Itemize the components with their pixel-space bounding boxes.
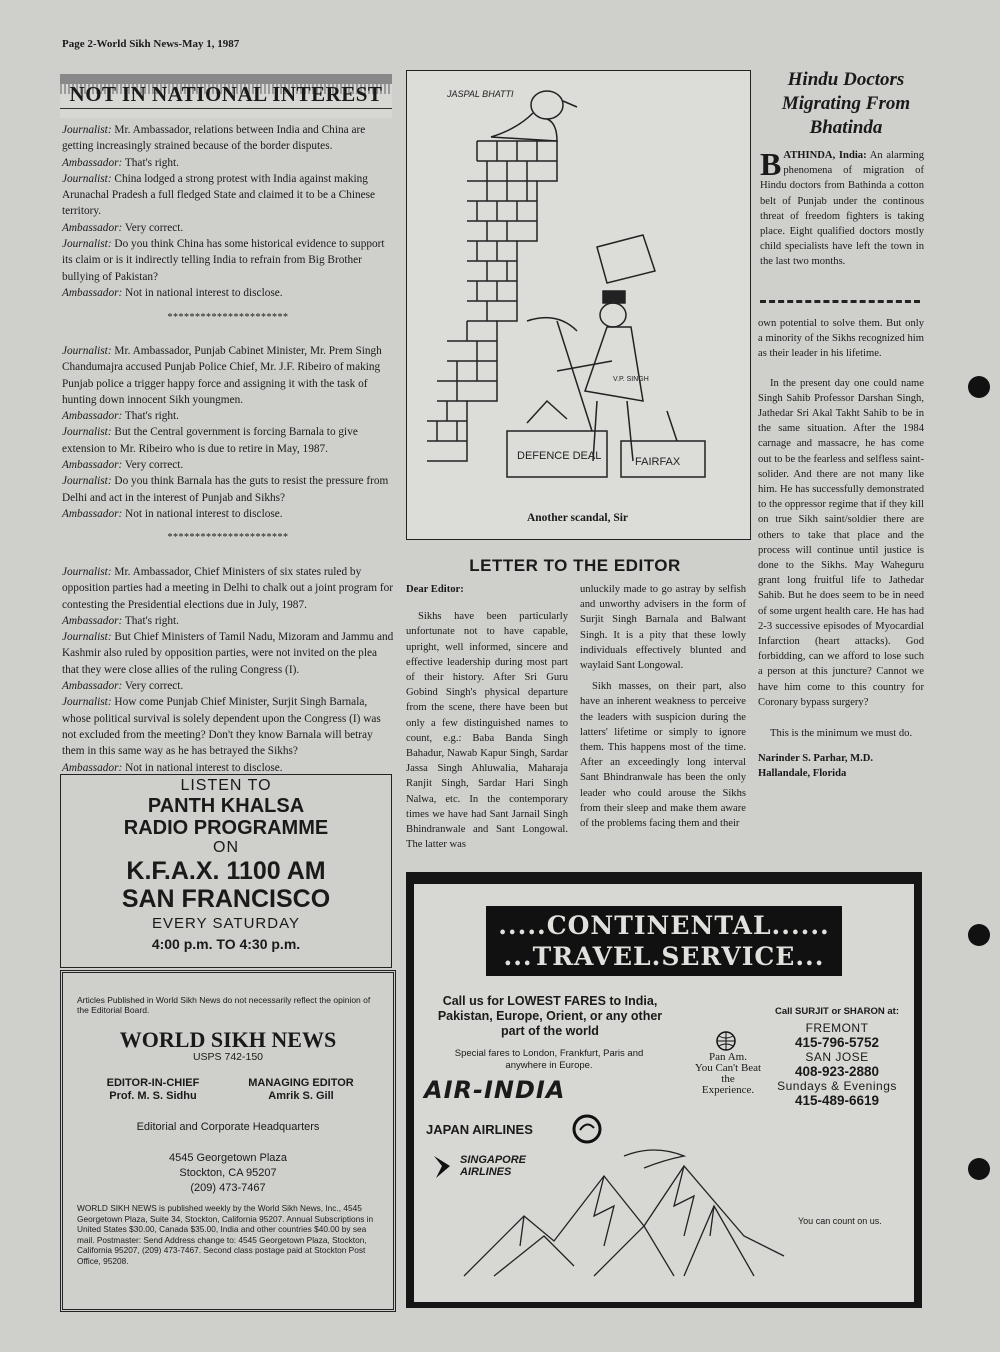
contact-city: Sundays & Evenings xyxy=(777,1079,897,1093)
cartoon-drawing xyxy=(407,71,750,511)
title-rule xyxy=(60,108,392,109)
speaker-label: Journalist: xyxy=(62,238,112,251)
interview-line xyxy=(62,220,394,236)
speaker-text: But Chief Ministers of Tamil Nadu, Mizoram and Jammu and Kashmir also ruled by opposition parties, were not invited on the plea that they were close allies of the ruling Congress (I). xyxy=(62,631,394,676)
radio-line: RADIO PROGRAMME xyxy=(123,817,329,839)
doctors-headline: Hindu Doctors Migrating From Bhatinda xyxy=(781,69,911,138)
speaker-text: Do you think China has some historical evidence to support its claim or is it indirectly telling India to refrain from Big Brother bullying of Pakistan? xyxy=(62,238,385,283)
speaker-text: That's right. xyxy=(122,614,180,627)
interview-line xyxy=(62,408,394,424)
letter-column-3 xyxy=(758,316,924,781)
letter-paragraph: This is the minimum we must do. xyxy=(770,728,913,740)
binder-hole xyxy=(968,924,990,946)
doctors-article xyxy=(760,148,924,270)
interview-line xyxy=(62,457,394,473)
headquarters-label: Editorial and Corporate Headquarters xyxy=(136,1121,320,1133)
contact-block xyxy=(766,1006,908,1108)
salutation: Dear Editor: xyxy=(406,584,464,595)
special-fares-text: Special fares to London, Frankfurt, Paris and anywhere in Europe. xyxy=(454,1048,644,1071)
address-line: Stockton, CA 95207 xyxy=(179,1167,277,1179)
speaker-text: Not in national interest to disclose. xyxy=(122,286,283,299)
interview-line xyxy=(62,155,394,171)
cartoon-caption: Another scandal, Sir xyxy=(526,512,629,524)
contact-city: FREMONT xyxy=(805,1021,869,1035)
radio-line: PANTH KHALSA xyxy=(147,795,305,817)
radio-ad xyxy=(60,774,392,968)
speaker-label: Journalist: xyxy=(62,566,112,578)
speaker-text: China lodged a strong protest with India against making Arunachal Pradesh a full fledged State and claimed it to be a Chinese territory. xyxy=(62,172,376,218)
signature-place: Hallandale, Florida xyxy=(758,768,847,780)
speaker-label: Journalist: xyxy=(62,475,112,488)
publication-notice: WORLD SIKH NEWS is published weekly by the World Sikh News, Inc., 4545 Georgetown Plaza, Suite 34, Stockton, California 95207. Annual Subscriptions in United States $30.00, Canada $35.00, India and other countries $40.00 by sea mail. Postmaster: Send Address change to: 4545 Georgetown Plaza, Stockton, California 95207, (209) 473-7467. Second class postage paid at Stockton Post Office, 95208. xyxy=(77,1203,374,1266)
speaker-text: Not in national interest to disclose. xyxy=(122,507,283,520)
defence-deal-label: DEFENCE DEAL xyxy=(517,450,602,462)
letter-paragraph: In the present day one could name Singh Sahib Professor Darshan Singh, Jathedar Sri Akal Takht Sahib to be in the same situation. After the 1984 carnage and massacre, he has come out to be the fearless and selfless saint-solider. And there are not many like him. He has successfully demonstrated to the oppressor regime that if they kill on true Sikh saint/soldier there are others to take that place and the process will continue until justice is done to the Sikhs. May Waheguru grant long fruitful life to Jathedar Sahib. But he does seem to be in need of some urgent health care. He has had 2-3 successive episodes of Myocardial Infarction (heart attacks). God forbidding, can we afford to lose such a person at this juncture? Cannot we have him come to this country for Coronary bypass surgery? xyxy=(758,377,924,708)
speaker-text: But the Central government is forcing Barnala to give extension to Mr. Ribeiro who is due to retire in May, 1987. xyxy=(62,426,358,455)
interview-line xyxy=(62,285,394,301)
interview-line xyxy=(62,171,394,220)
interview-line xyxy=(62,236,394,285)
speaker-label: Ambassador: xyxy=(62,680,123,693)
doctors-body: An alarming phenomena of migration of Hindu doctors from Bathinda a cotton belt of Punjab under the continous threat of freedom fighters is taking place. Eight qualified doctors mostly child specialists have left the town in the last two months. xyxy=(760,150,925,268)
radio-day: EVERY SATURDAY xyxy=(152,915,300,932)
interview-block-3 xyxy=(62,564,394,776)
contact-phone: 415-489-6619 xyxy=(794,1093,880,1108)
mountains-illustration xyxy=(454,1146,794,1286)
editor-title: EDITOR-IN-CHIEF xyxy=(106,1077,200,1089)
logo-line: ...TRAVEL.SERVICE... xyxy=(503,942,825,971)
speaker-label: Journalist: xyxy=(62,124,112,136)
fairfax-label: FAIRFAX xyxy=(635,456,681,468)
radio-station: K.F.A.X. 1100 AM xyxy=(126,857,326,885)
speaker-label: Ambassador: xyxy=(62,156,123,169)
editor-name: Prof. M. S. Sidhu xyxy=(109,1090,197,1102)
travel-ad xyxy=(406,872,922,1308)
letter-paragraph: unluckily made to go astray by selfish and unworthy advisers in the form of Surjit Singh Barnala and Balwant Singh. It is a pity that these lowly individuals effectively blunted and waylaid Sant Longowal. xyxy=(580,584,746,672)
dropcap: B xyxy=(760,146,782,182)
speaker-label: Ambassador: xyxy=(62,221,123,234)
panam-slogan xyxy=(686,1052,770,1096)
letter-title: LETTER TO THE EDITOR xyxy=(469,556,681,575)
speaker-label: Journalist: xyxy=(62,426,112,439)
interview-line xyxy=(62,694,394,759)
radio-line: ON xyxy=(213,839,239,856)
separator: ********************** xyxy=(167,312,289,323)
paper-name: WORLD SIKH NEWS xyxy=(119,1027,337,1052)
speaker-label: Journalist: xyxy=(62,696,112,709)
binder-hole xyxy=(968,1158,990,1180)
speaker-text: Very correct. xyxy=(122,459,184,472)
speaker-label: Ambassador: xyxy=(62,286,123,299)
speaker-label: Journalist: xyxy=(62,631,112,644)
speaker-text: How come Punjab Chief Minister, Surjit Singh Barnala, whose political survival is solely dependent upon the Congress (I) was not excluded from the meeting? Don't they know Barnala will betray them in this same way as he has betrayed the Sikhs? xyxy=(62,696,381,758)
letter-column-1 xyxy=(406,582,568,852)
disclaimer: Articles Published in World Sikh News do not necessarily reflect the opinion of the Editorial Board. xyxy=(77,995,371,1015)
interview-line xyxy=(62,343,394,408)
speaker-label: Ambassador: xyxy=(62,459,123,472)
panam-line: You Can't Beat xyxy=(694,1062,762,1074)
interview-line xyxy=(62,678,394,694)
speaker-label: Ambassador: xyxy=(62,761,123,774)
interview-block-1 xyxy=(62,122,394,301)
contact-heading: Call SURJIT or SHARON at: xyxy=(774,1006,900,1017)
lowest-fares-text: Call us for LOWEST FARES to India, Pakistan, Europe, Orient, or any other part of the world xyxy=(437,994,663,1038)
letter-paragraph: Sikhs have been particularly unfortunate not to have capable, upright, well informed, sincere and effective leadership during most part of their history. After Sri Guru Gobind Singh's physical departure from the scene, there have been but only a few distinguished names to count, e.g.: Baba Banda Singh Bahadur, Nawab Kapur Singh, Sardar Jassa Singh Ahluwalia, Maharaja Ranjit Singh, Sardar Hari Singh Nalwa, etc. In the contemporary times we have had Sant Jarnail Singh Bhindranwale and Sant Longowal. The latter was xyxy=(406,611,568,851)
speaker-label: Ambassador: xyxy=(62,507,123,520)
interview-line xyxy=(62,506,394,522)
interview-line xyxy=(62,629,394,678)
signature-name: Narinder S. Parhar, M.D. xyxy=(758,753,874,765)
editor-in-chief xyxy=(83,1077,223,1103)
bird-icon xyxy=(430,1152,454,1182)
speaker-text: Mr. Ambassador, relations between India and China are getting increasingly strained because of the border disputes. xyxy=(62,124,366,153)
vp-singh-label: V.P. SINGH xyxy=(613,376,649,383)
cartoon xyxy=(406,70,751,540)
speaker-text: Very correct. xyxy=(122,221,184,234)
page-header: Page 2-World Sikh News-May 1, 1987 xyxy=(62,38,240,50)
interview-line xyxy=(62,122,394,155)
contact-phone: 408-923-2880 xyxy=(794,1064,880,1079)
panam-line: Pan Am. xyxy=(709,1051,747,1063)
address-phone: (209) 473-7467 xyxy=(190,1182,266,1194)
panam-line: the xyxy=(721,1073,735,1085)
masthead-box xyxy=(60,970,396,1312)
letter-paragraph: own potential to solve them. But only a minority of the Sikhs recognized him as their leader in his lifetime. xyxy=(758,318,924,360)
dashed-rule xyxy=(760,300,920,303)
letter-paragraph: Sikh masses, on their part, also have an inherent weakness to perceive the leaders with suspicion during the latters' lifetime or simply to ignore them. This happens most of the time. After an exceedingly long interval Sant Bhindranwale has been the only leader who could arouse the Sikhs from their sleep and make them aware of the problems facing them and their xyxy=(580,681,746,830)
speaker-label: Ambassador: xyxy=(62,614,123,627)
crane-icon xyxy=(572,1114,602,1144)
speaker-text: Mr. Ambassador, Chief Ministers of six states ruled by opposition parties had a meeting in Delhi to chalk out a joint program for contesting the Presidential elections due in July, 1987. xyxy=(62,566,393,611)
contact-phone: 415-796-5752 xyxy=(794,1035,880,1050)
air-india-logo: AIR-INDIA xyxy=(424,1076,566,1104)
interview-line xyxy=(62,424,394,457)
interview-line xyxy=(62,613,394,629)
japan-airlines-logo: JAPAN AIRLINES xyxy=(426,1122,533,1137)
managing-title: MANAGING EDITOR xyxy=(248,1077,354,1089)
speaker-text: That's right. xyxy=(122,410,180,423)
continental-logo xyxy=(486,906,842,976)
radio-city: SAN FRANCISCO xyxy=(121,885,331,913)
binder-hole xyxy=(968,376,990,398)
contact-city: SAN JOSE xyxy=(805,1050,869,1064)
usps-number: USPS 742-150 xyxy=(192,1051,264,1063)
speaker-label: Journalist: xyxy=(62,172,112,185)
speaker-text: Mr. Ambassador, Punjab Cabinet Minister, Mr. Prem Singh Chandumajra accused Punjab Police Chief, Mr. J.F. Ribeiro of making Punjab police a trigger happy force and assigning it with the task of hunting down innocent Sikh youngmen. xyxy=(62,345,382,406)
letter-column-2 xyxy=(580,582,746,831)
tagline: You can count on us. xyxy=(798,1216,882,1226)
separator: ********************** xyxy=(167,532,289,543)
speaker-text: That's right. xyxy=(122,156,180,169)
logo-line: .....CONTINENTAL...... xyxy=(498,911,830,940)
radio-line: LISTEN TO xyxy=(180,777,272,794)
artist-signature: JASPAL BHATTI xyxy=(447,89,514,99)
panam-globe-icon xyxy=(714,1030,738,1052)
radio-time: 4:00 p.m. TO 4:30 p.m. xyxy=(151,936,301,952)
speaker-text: Not in national interest to disclose. xyxy=(122,761,283,774)
interview-block-2 xyxy=(62,343,394,522)
dateline: ATHINDA, India: xyxy=(783,150,867,161)
managing-editor xyxy=(231,1077,371,1103)
speaker-label: Ambassador: xyxy=(62,410,123,423)
speaker-label: Journalist: xyxy=(62,345,112,357)
panam-line: Experience. xyxy=(701,1084,755,1096)
speaker-text: Do you think Barnala has the guts to resist the pressure from Delhi and act in the interest of Punjab and Sikhs? xyxy=(62,475,389,504)
address-line: 4545 Georgetown Plaza xyxy=(168,1152,288,1164)
interview-line xyxy=(62,473,394,506)
interview-line xyxy=(62,564,394,613)
speaker-text: Very correct. xyxy=(122,680,184,693)
sia-line: AIRLINES xyxy=(460,1166,512,1178)
address xyxy=(63,1151,393,1196)
interview-title: NOT IN NATIONAL INTEREST xyxy=(69,82,383,106)
managing-name: Amrik S. Gill xyxy=(268,1090,334,1102)
sia-line: SINGAPORE xyxy=(460,1154,527,1166)
